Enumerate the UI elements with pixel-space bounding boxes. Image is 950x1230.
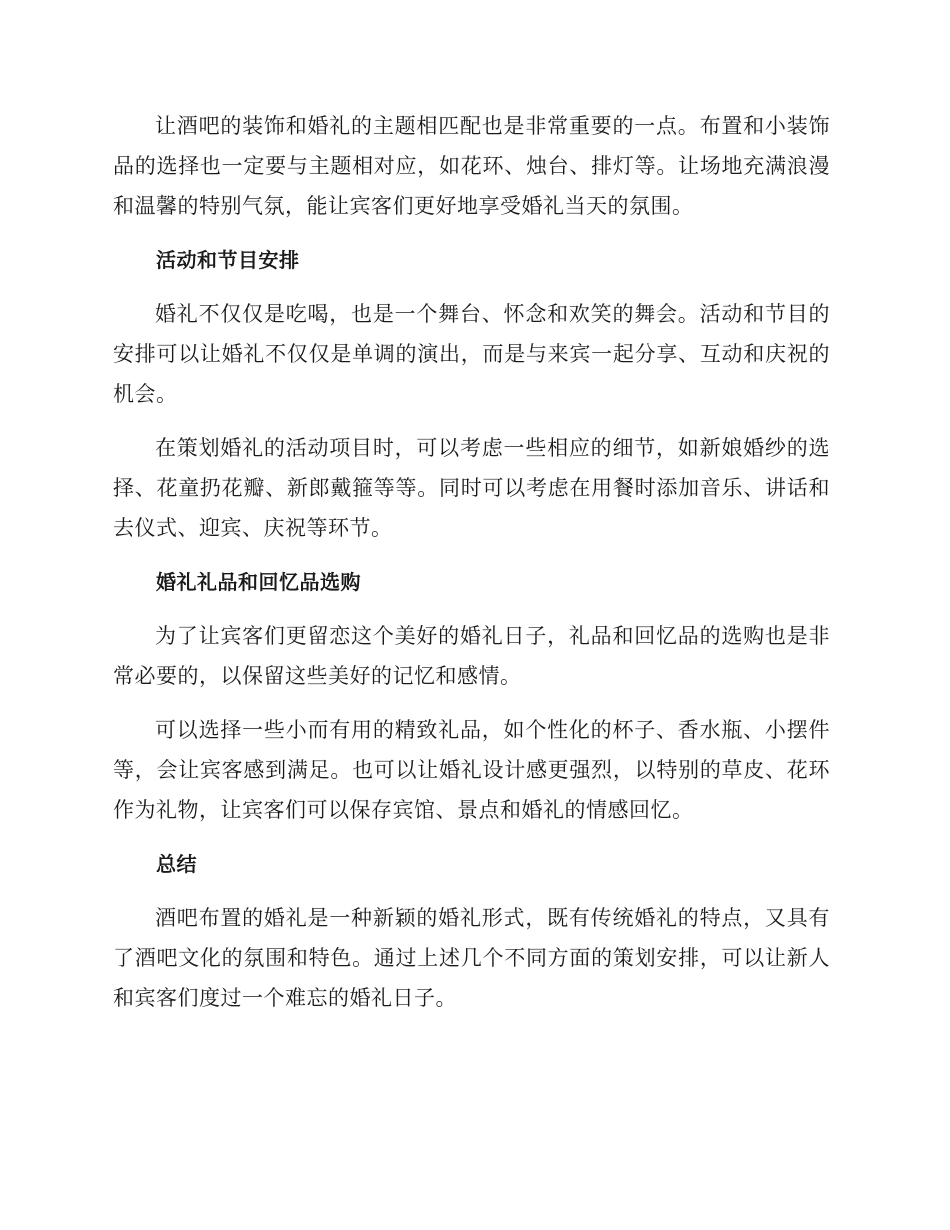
paragraph-gifts-details: 可以选择一些小而有用的精致礼品，如个性化的杯子、香水瓶、小摆件等，会让宾客感到满足。也可以让婚礼设计感更强烈，以特别的草皮、花环作为礼物，让宾客们可以保存宾馆、景点和婚礼的情感回忆。 [113,718,830,822]
paragraph-summary: 酒吧布置的婚礼是一种新颖的婚礼形式，既有传统婚礼的特点，又具有了酒吧文化的氛围和特色。通过上述几个不同方面的策划安排，可以让新人和宾客们度过一个难忘的婚礼日子。 [113,906,830,1010]
heading-summary: 总结 [156,852,197,876]
paragraph-activities-details: 在策划婚礼的活动项目时，可以考虑一些相应的细节，如新娘婚纱的选择、花童扔花瓣、新郎戴箍等等。同时可以考虑在用餐时添加音乐、讲话和去仪式、迎宾、庆祝等环节。 [113,436,830,540]
heading-gifts: 婚礼礼品和回忆品选购 [156,570,361,594]
paragraph-activities-intro: 婚礼不仅仅是吃喝，也是一个舞台、怀念和欢笑的舞会。活动和节目的安排可以让婚礼不仅仅是单调的演出，而是与来宾一起分享、互动和庆祝的机会。 [113,302,830,406]
heading-activities: 活动和节目安排 [156,248,300,272]
paragraph-gifts-intro: 为了让宾客们更留恋这个美好的婚礼日子，礼品和回忆品的选购也是非常必要的，以保留这些美好的记忆和感情。 [113,624,830,688]
paragraph-decoration-theme: 让酒吧的装饰和婚礼的主题相匹配也是非常重要的一点。布置和小装饰品的选择也一定要与主题相对应，如花环、烛台、排灯等。让场地充满浪漫和温馨的特别气氛，能让宾客们更好地享受婚礼当天的氛围。 [113,114,830,218]
